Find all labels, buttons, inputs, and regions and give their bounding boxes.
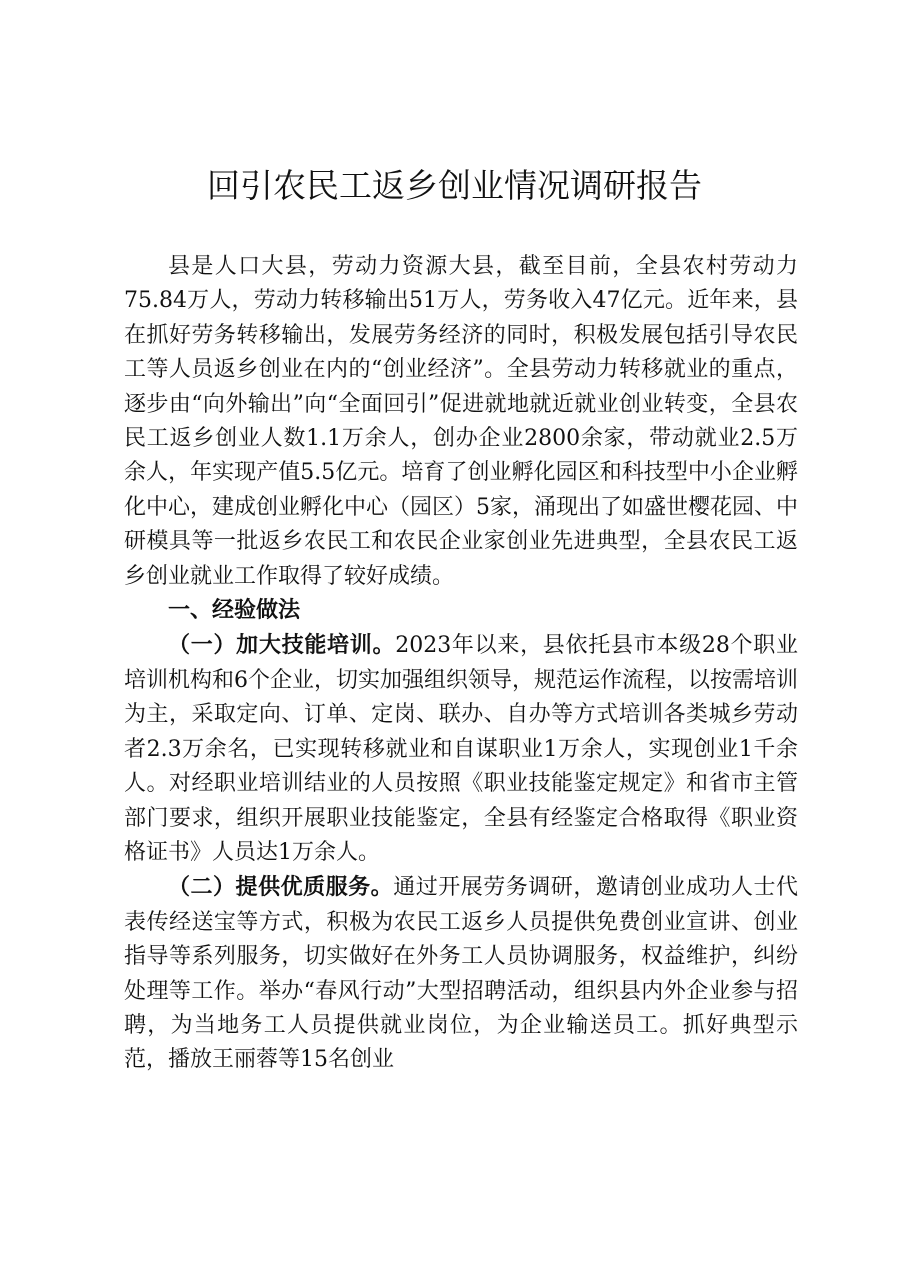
item-heading: （二）提供优质服务。 (168, 874, 394, 901)
document-title: 回引农民工返乡创业情况调研报告 (207, 166, 702, 205)
document-body (124, 250, 798, 1078)
item-paragraph (124, 870, 798, 1077)
section-heading: 一、经验做法 (168, 598, 301, 624)
intro-paragraph: 县是人口大县，劳动力资源大县，截至目前，全县农村劳动力75.84万人，劳动力转移输出51万人，劳务收入47亿元。近年来，县在抓好劳务转移输出，发展劳务经济的同时，积极发展包括引导农民工等人员返乡创业在内的“创业经济”。全县劳动力转移就业的重点，逐步由“向外输出”向“全面回引”促进就地就近就业创业转变，全县农民工返乡创业人数1.1万余人，创办企业2800余家，带动就业2.5万余人，年实现产值5.5亿元。培育了创业孵化园区和科技型中小企业孵化中心，建成创业孵化中心（园区）5家，涌现出了如盛世樱花园、中研模具等一批返乡农民工和农民企业家创业先进典型，全县农民工返乡创业就业工作取得了较好成绩。 (124, 254, 798, 589)
item-heading: （一）加大技能培训。 (168, 632, 396, 659)
item-paragraph (124, 628, 798, 870)
item-text: 2023年以来，县依托县市本级28个职业培训机构和6个企业，切实加强组织领导，规范运作流程，以按需培训为主，采取定向、订单、定岗、联办、自办等方式培训各类城乡劳动者2.3万余名，已实现转移就业和自谋职业1万余人，实现创业1千余人。对经职业培训结业的人员按照《职业技能鉴定规定》和省市主管部门要求，组织开展职业技能鉴定，全县有经鉴定合格取得《职业资格证书》人员达1万余人。 (124, 633, 798, 865)
item-text: 通过开展劳务调研，邀请创业成功人士代表传经送宝等方式，积极为农民工返乡人员提供免费创业宣讲、创业指导等系列服务，切实做好在外务工人员协调服务，权益维护，纠纷处理等工作。举办“春风行动”大型招聘活动，组织县内外企业参与招聘，为当地务工人员提供就业岗位，为企业输送员工。抓好典型示范，播放王丽蓉等15名创业 (124, 875, 798, 1073)
